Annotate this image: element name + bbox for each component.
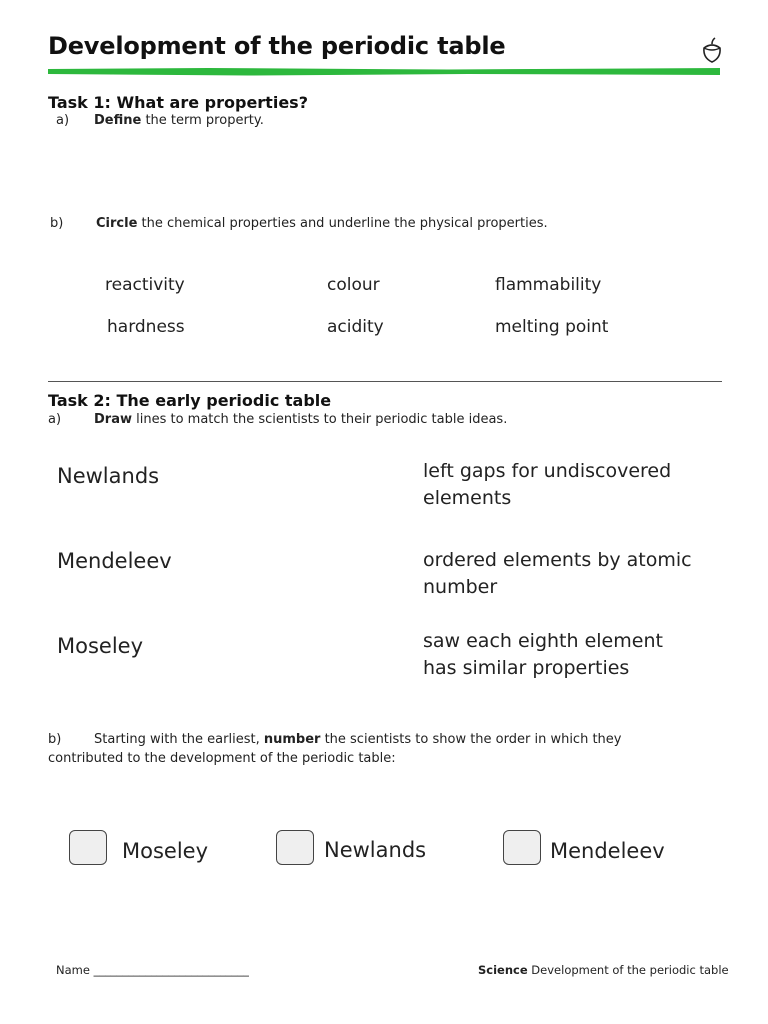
task2-title: Task 2: The early periodic table bbox=[48, 391, 332, 410]
task2-a-instruction bbox=[94, 412, 507, 427]
instruction-text: the scientists to show the order in which they bbox=[320, 732, 622, 747]
property-word[interactable]: acidity bbox=[327, 317, 384, 337]
order-number-box[interactable] bbox=[503, 830, 541, 865]
order-scientist-label: Newlands bbox=[324, 838, 427, 862]
footer-label bbox=[478, 963, 729, 977]
instruction-text: Starting with the earliest, bbox=[94, 732, 264, 747]
task2-a-label: a) bbox=[48, 412, 62, 427]
section-divider bbox=[48, 381, 722, 382]
order-number-box[interactable] bbox=[276, 830, 314, 865]
header-accent-bar bbox=[48, 67, 720, 76]
task1-title: Task 1: What are properties? bbox=[48, 93, 308, 112]
instruction-verb: Draw bbox=[94, 412, 132, 427]
task1-a-instruction bbox=[94, 113, 264, 128]
idea-text[interactable]: ordered elements by atomic number bbox=[423, 549, 692, 598]
page-title: Development of the periodic table bbox=[48, 32, 506, 60]
task1-a-label: a) bbox=[56, 113, 70, 128]
instruction-verb: number bbox=[263, 732, 321, 747]
name-field[interactable]: Name ___________________________ bbox=[56, 963, 249, 977]
task2-b-label: b) bbox=[48, 732, 62, 747]
order-scientist-label: Moseley bbox=[122, 839, 209, 863]
property-word[interactable]: flammability bbox=[495, 275, 602, 295]
acorn-icon bbox=[700, 36, 724, 64]
scientist-name[interactable]: Newlands bbox=[57, 464, 160, 488]
task2-b-instruction-line2: contributed to the development of the periodic table: bbox=[48, 751, 396, 766]
task2-b-instruction bbox=[94, 732, 621, 747]
task1-b-instruction bbox=[96, 216, 548, 231]
order-number-box[interactable] bbox=[69, 830, 107, 865]
instruction-verb: Define bbox=[94, 113, 142, 128]
idea-text[interactable]: left gaps for undiscovered elements bbox=[423, 460, 672, 509]
instruction-text: the term property. bbox=[141, 113, 264, 128]
scientist-name[interactable]: Mendeleev bbox=[57, 549, 172, 573]
task1-b-label: b) bbox=[50, 216, 64, 231]
property-word[interactable]: reactivity bbox=[105, 275, 185, 295]
property-word[interactable]: melting point bbox=[495, 317, 609, 337]
property-word[interactable]: hardness bbox=[107, 317, 185, 337]
property-word[interactable]: colour bbox=[327, 275, 380, 295]
instruction-verb: Circle bbox=[96, 216, 138, 231]
instruction-text: lines to match the scientists to their periodic table ideas. bbox=[131, 412, 508, 427]
footer-subject: Science bbox=[478, 963, 528, 977]
idea-text[interactable]: saw each eighth element has similar properties bbox=[423, 630, 663, 679]
instruction-text: the chemical properties and underline the physical properties. bbox=[137, 216, 548, 231]
order-scientist-label: Mendeleev bbox=[550, 839, 665, 863]
scientist-name[interactable]: Moseley bbox=[57, 634, 144, 658]
footer-topic: Development of the periodic table bbox=[527, 963, 729, 977]
